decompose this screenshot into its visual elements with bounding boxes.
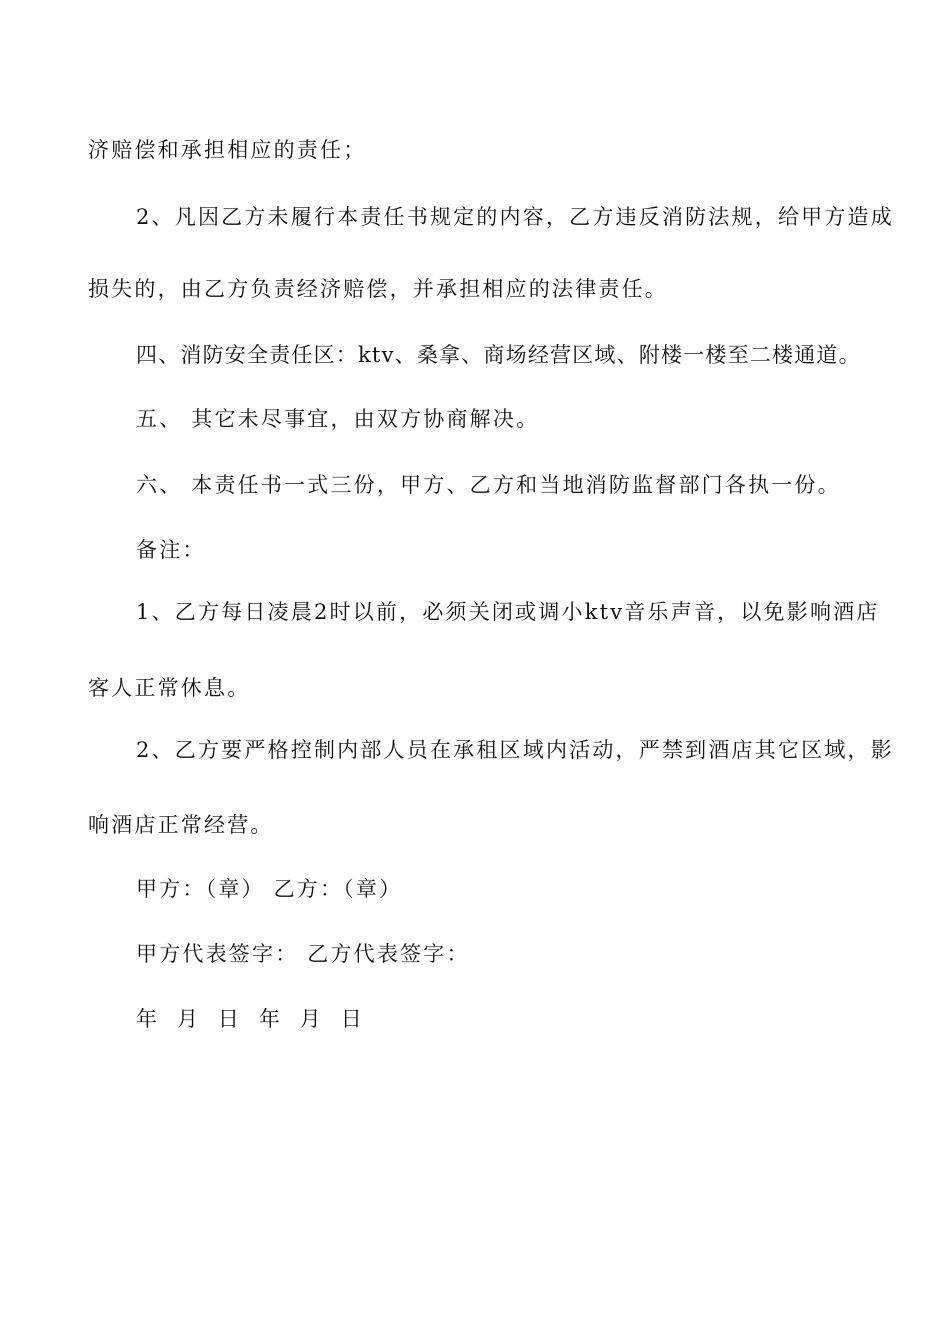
paragraph-line: 六、 本责任书一式三份，甲方、乙方和当地消防监督部门各执一份。 [136,473,841,497]
signature-line: 甲方代表签字： 乙方代表签字： [136,942,470,966]
paragraph-line: 损失的，由乙方负责经济赔偿，并承担相应的法律责任。 [88,277,668,301]
seal-line: 甲方：（章） 乙方：（章） [136,877,403,901]
paragraph-line: 客人正常休息。 [88,676,251,700]
date-line: 年 月 日 年 月 日 [136,1007,364,1031]
paragraph-line: 2、凡因乙方未履行本责任书规定的内容，乙方违反消防法规，给甲方造成 [136,205,894,229]
paragraph-line: 1、乙方每日凌晨2时以前，必须关闭或调小ktv音乐声音，以免影响酒店 [136,600,880,624]
note-heading: 备注： [136,538,206,562]
paragraph-line: 五、 其它未尽事宜，由双方协商解决。 [136,407,540,431]
paragraph-line: 2、乙方要严格控制内部人员在承租区域内活动，严禁到酒店其它区域，影 [136,738,894,762]
paragraph-line: 济赔偿和承担相应的责任； [88,138,367,162]
paragraph-line: 四、消防安全责任区：ktv、桑拿、商场经营区域、附楼一楼至二楼通道。 [136,343,861,367]
paragraph-line: 响酒店正常经营。 [88,813,274,837]
